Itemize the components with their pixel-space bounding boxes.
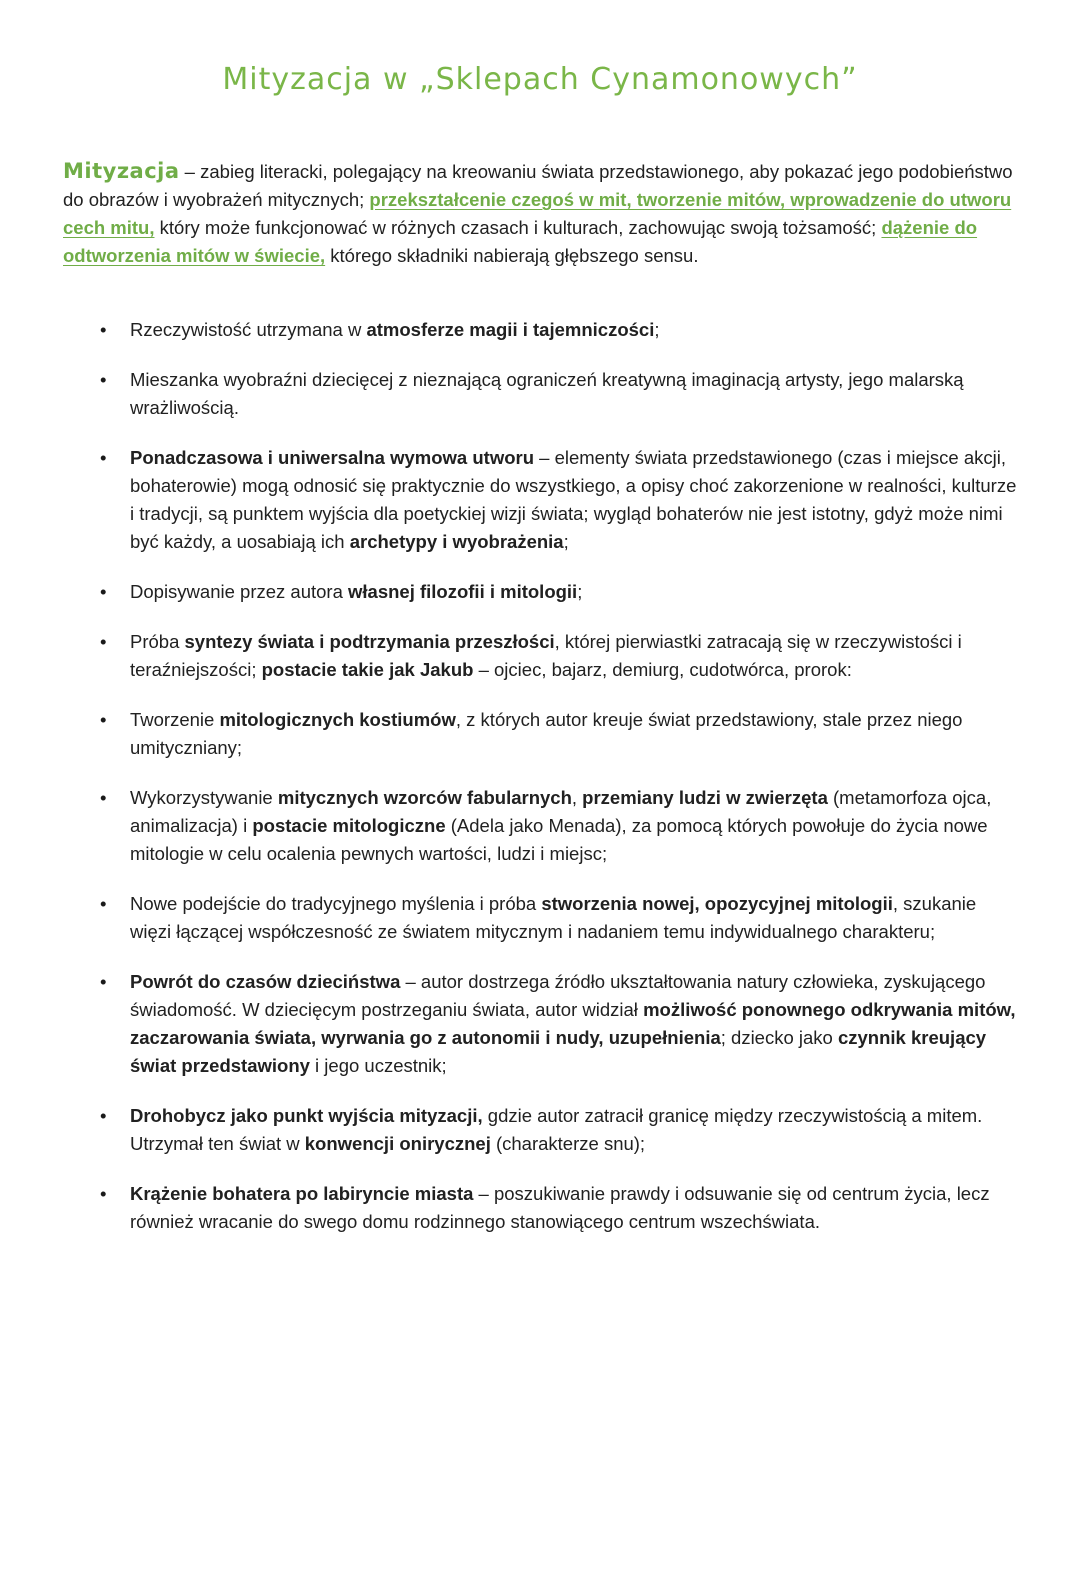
- bullet-text: Ponadczasowa i uniwersalna wymowa utworu – elementy świata przedstawionego (czas i miejsce akcji, bohaterowie) mogą odnosić się praktycznie do wszystkiego, a opisy choć zakorzenione w realności, kulturze i tradycji, są punktem wyjścia dla poetyckiej wizji świata; wygląd bohaterów nie jest istotny, gdyż może nimi być każdy, a uosabiają ich archetypy i wyobrażenia;: [130, 447, 1017, 552]
- list-item: [100, 706, 1017, 762]
- page-title: Mityzacja w „Sklepach Cynamonowych”: [222, 62, 858, 97]
- bullet-icon: •: [100, 971, 107, 992]
- bullet-icon: •: [100, 581, 107, 602]
- bullet-text: Dopisywanie przez autora własnej filozofii i mitologii;: [130, 581, 583, 602]
- list-item: [100, 1102, 1017, 1158]
- bullet-icon: •: [100, 787, 107, 808]
- bullet-text: Powrót do czasów dzieciństwa – autor dostrzega źródło ukształtowania natury człowieka, zyskującego świadomość. W dziecięcym postrzeganiu świata, autor widział możliwość ponownego odkrywania mitów, zaczarowania świata, wyrwania go z autonomii i nudy, uzupełnienia; dziecko jako czynnik kreujący świat przedstawiony i jego uczestnik;: [130, 971, 1016, 1076]
- bullet-text: Mieszanka wyobraźni dziecięcej z nieznającą ograniczeń kreatywną imaginacją artysty, jego malarską wrażliwością.: [130, 369, 964, 418]
- list-item: [100, 968, 1017, 1080]
- list-item: [100, 366, 1017, 422]
- document-page: [0, 60, 1080, 1587]
- list-item: [100, 890, 1017, 946]
- list-item: [100, 1180, 1017, 1236]
- bullet-icon: •: [100, 631, 107, 652]
- document-content: [0, 60, 1080, 1236]
- list-item: [100, 316, 1017, 344]
- bullet-icon: •: [100, 1183, 107, 1204]
- bullet-text: Tworzenie mitologicznych kostiumów, z których autor kreuje świat przedstawiony, stale przez niego umityczniany;: [130, 709, 963, 758]
- list-item: [100, 628, 1017, 684]
- list-item: [100, 444, 1017, 556]
- bullet-icon: •: [100, 893, 107, 914]
- list-item: [100, 784, 1017, 868]
- bullet-text: Rzeczywistość utrzymana w atmosferze magii i tajemniczości;: [130, 319, 660, 340]
- intro-paragraph: Mityzacja – zabieg literacki, polegający na kreowaniu świata przedstawionego, aby pokazać jego podobieństwo do obrazów i wyobrażeń mitycznych; przekształcenie czegoś w mit, tworzenie mitów, wprowadzenie do utworu cech mitu, który może funkcjonować w różnych czasach i kulturach, zachowując swoją tożsamość; dążenie do odtworzenia mitów w świecie, którego składniki nabierają głębszego sensu.: [63, 159, 1013, 266]
- bullet-icon: •: [100, 1105, 107, 1126]
- bullet-text: Próba syntezy świata i podtrzymania przeszłości, której pierwiastki zatracają się w rzeczywistości i teraźniejszości; postacie takie jak Jakub – ojciec, bajarz, demiurg, cudotwórca, prorok:: [130, 631, 962, 680]
- bullet-list: [63, 316, 1017, 1236]
- bullet-icon: •: [100, 447, 107, 468]
- bullet-icon: •: [100, 369, 107, 390]
- bullet-text: Drohobycz jako punkt wyjścia mityzacji, gdzie autor zatracił granicę między rzeczywistością a mitem. Utrzymał ten świat w konwencji onirycznej (charakterze snu);: [130, 1105, 983, 1154]
- bullet-text: Wykorzystywanie mitycznych wzorców fabularnych, przemiany ludzi w zwierzęta (metamorfoza ojca, animalizacja) i postacie mitologiczne (Adela jako Menada), za pomocą których powołuje do życia nowe mitologie w celu ocalenia pewnych wartości, ludzi i miejsc;: [130, 787, 992, 864]
- list-item: [100, 578, 1017, 606]
- bullet-text: Krążenie bohatera po labiryncie miasta – poszukiwanie prawdy i odsuwanie się od centrum życia, lecz również wracanie do swego domu rodzinnego stanowiącego centrum wszechświata.: [130, 1183, 990, 1232]
- bullet-icon: •: [100, 709, 107, 730]
- bullet-icon: •: [100, 319, 107, 340]
- bullet-text: Nowe podejście do tradycyjnego myślenia i próba stworzenia nowej, opozycyjnej mitologii, szukanie więzi łączącej współczesność ze światem mitycznym i nadaniem temu indywidualnego charakteru;: [130, 893, 977, 942]
